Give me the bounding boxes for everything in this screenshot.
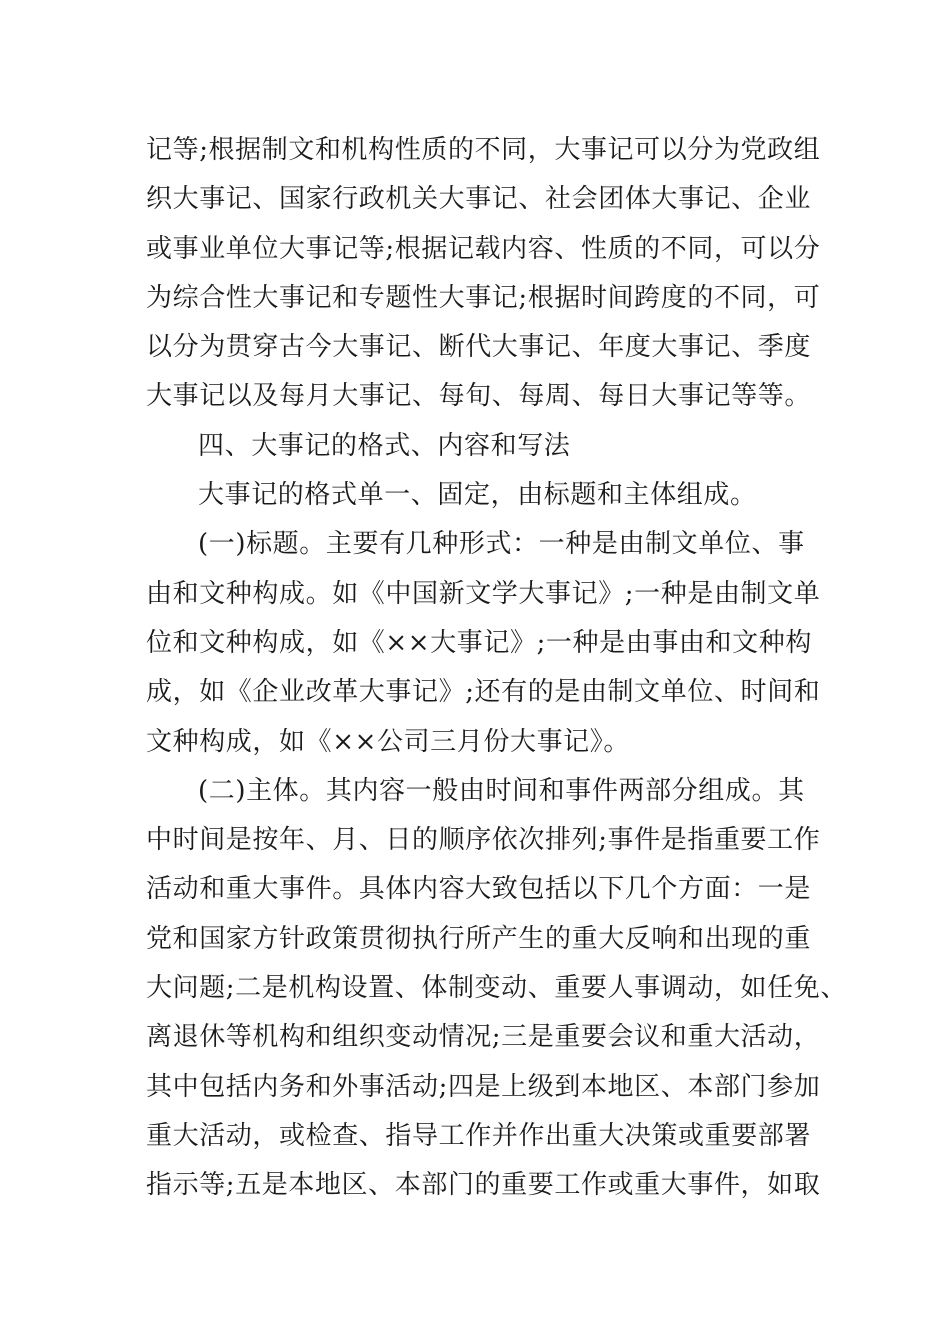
text-line: 重大活动，或检查、指导工作并作出重大决策或重要部署 (146, 1120, 812, 1151)
text-line: 中时间是按年、月、日的顺序依次排列;事件是指重要工作 (146, 825, 821, 856)
subsection-body-line: (二)主体。其内容一般由时间和事件两部分组成。其 (198, 775, 805, 806)
text-line: 其中包括内务和外事活动;四是上级到本地区、本部门参加 (146, 1071, 821, 1102)
text-line: 大事记以及每月大事记、每旬、每周、每日大事记等等。 (146, 381, 812, 412)
text-line: 记等;根据制文和机构性质的不同，大事记可以分为党政组 (146, 135, 821, 165)
text-line: 位和文种构成，如《××大事记》;一种是由事由和文种构 (146, 627, 812, 658)
text-line: 大问题;二是机构设置、体制变动、重要人事调动，如任免、 (146, 973, 847, 1004)
text-line: 为综合性大事记和专题性大事记;根据时间跨度的不同，可 (146, 282, 821, 313)
text-line: 织大事记、国家行政机关大事记、社会团体大事记、企业 (146, 184, 812, 215)
text-line: 党和国家方针政策贯彻执行所产生的重大反响和出现的重 (146, 923, 812, 954)
text-line: 大事记的格式单一、固定，由标题和主体组成。 (198, 480, 757, 511)
text-line: 活动和重大事件。具体内容大致包括以下几个方面：一是 (146, 874, 812, 905)
text-line: 文种构成，如《××公司三月份大事记》。 (146, 726, 630, 757)
text-line: 离退休等机构和组织变动情况;三是重要会议和重大活动， (146, 1022, 821, 1053)
text-line: 由和文种构成。如《中国新文学大事记》;一种是由制文单 (146, 578, 821, 609)
text-line: 或事业单位大事记等;根据记载内容、性质的不同，可以分 (146, 233, 821, 264)
section-heading: 四、大事记的格式、内容和写法 (198, 430, 571, 461)
text-line: 成，如《企业改革大事记》;还有的是由制文单位、时间和 (146, 677, 821, 708)
text-line: 以分为贯穿古今大事记、断代大事记、年度大事记、季度 (146, 332, 812, 363)
text-line: 指示等;五是本地区、本部门的重要工作或重大事件，如取 (146, 1170, 821, 1201)
body-text (146, 126, 847, 1211)
subsection-title-line: (一)标题。主要有几种形式：一种是由制文单位、事 (198, 529, 805, 560)
